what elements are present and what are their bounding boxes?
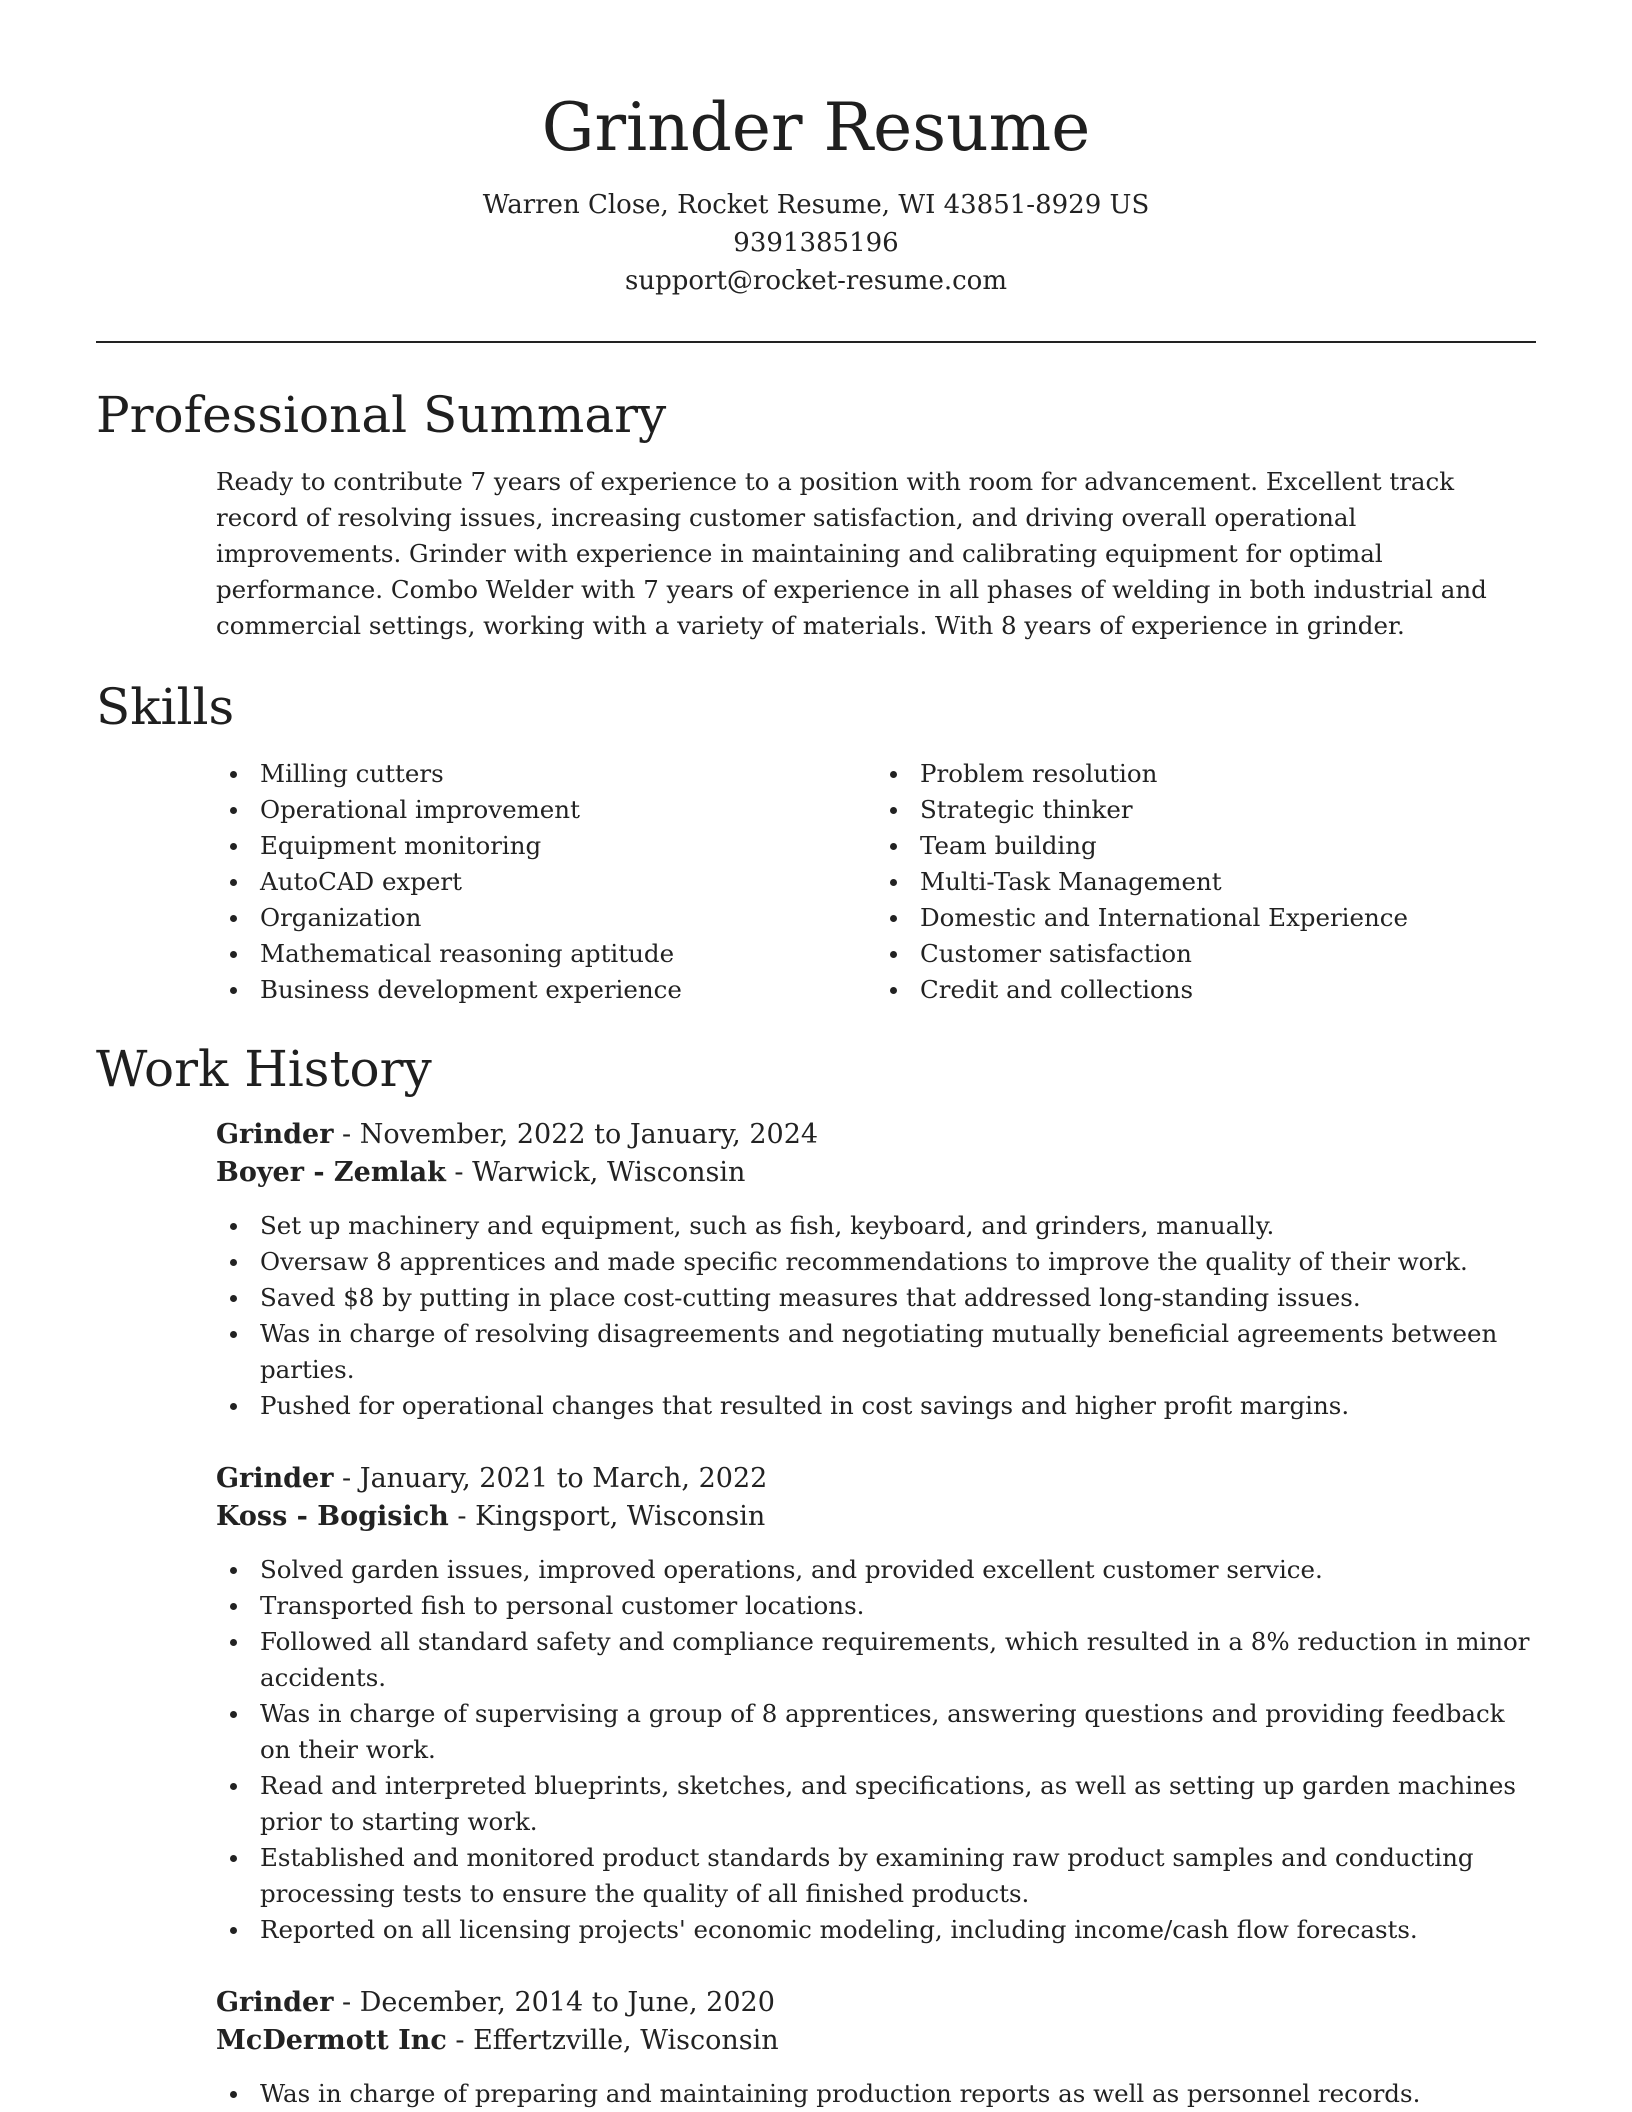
job-title-line — [216, 1984, 1536, 2022]
job-entry — [216, 1984, 1536, 2112]
job-title-line — [216, 1460, 1536, 1498]
header-divider — [96, 341, 1536, 343]
skill-item: Operational improvement — [260, 792, 876, 828]
skill-item: Credit and collections — [920, 972, 1536, 1008]
job-bullet: Transported fish to personal customer locations. — [260, 1588, 1536, 1624]
job-bullets — [216, 1208, 1536, 1424]
job-dates: November, 2022 to January, 2024 — [359, 1119, 819, 1150]
resume-title: Grinder Resume — [541, 89, 1091, 166]
work-history-heading: Work History — [96, 1040, 432, 1098]
job-dates: January, 2021 to March, 2022 — [359, 1463, 768, 1494]
summary-section — [96, 380, 1536, 644]
skill-item: Mathematical reasoning aptitude — [260, 936, 876, 972]
skill-item: Business development experience — [260, 972, 876, 1008]
job-bullet: Was in charge of supervising a group of 8 apprentices, answering questions and providing feedback on their work. — [260, 1696, 1536, 1768]
skills-list-left — [216, 756, 876, 1008]
skill-item: Strategic thinker — [920, 792, 1536, 828]
job-separator: - — [333, 1987, 360, 2018]
job-title: Grinder — [216, 1987, 334, 2018]
contact-address: Warren Close, Rocket Resume, WI 43851-8929 US — [482, 190, 1150, 220]
skill-item: Multi-Task Management — [920, 864, 1536, 900]
contact-email: support@rocket-resume.com — [624, 266, 1007, 296]
job-bullet: Reported on all licensing projects' economic modeling, including income/cash flow forecasts. — [260, 1912, 1536, 1948]
skill-item: Milling cutters — [260, 756, 876, 792]
summary-text: Ready to contribute 7 years of experience to a position with room for advancement. Excellent track record of resolving issues, increasing customer satisfaction, and driving overall operational improvements. Grinder with experience in maintaining and calibrating equipment for optimal performance. Combo Welder with 7 years of experience in all phases of welding in both industrial and commercial settings, working with a variety of materials. With 8 years of experience in grinder. — [216, 467, 1487, 640]
job-company: Boyer - Zemlak — [216, 1157, 446, 1188]
job-separator: - — [333, 1463, 360, 1494]
skill-item: Problem resolution — [920, 756, 1536, 792]
job-company-line — [216, 1154, 1536, 1192]
job-bullet: Oversaw 8 apprentices and made specific recommendations to improve the quality of their work. — [260, 1244, 1536, 1280]
skill-item: Equipment monitoring — [260, 828, 876, 864]
job-bullets — [216, 1552, 1536, 1948]
job-title-line — [216, 1116, 1536, 1154]
job-location: Kingsport, Wisconsin — [475, 1501, 766, 1532]
contact-block — [96, 186, 1536, 300]
contact-phone: 9391385196 — [733, 228, 899, 258]
job-entry — [216, 1460, 1536, 1948]
job-location: Warwick, Wisconsin — [472, 1157, 746, 1188]
job-company: Koss - Bogisich — [216, 1501, 449, 1532]
resume-content — [96, 380, 1536, 2112]
skill-item: AutoCAD expert — [260, 864, 876, 900]
job-company-line — [216, 2022, 1536, 2060]
job-company: McDermott Inc — [216, 2025, 447, 2056]
skill-item: Customer satisfaction — [920, 936, 1536, 972]
skill-item: Organization — [260, 900, 876, 936]
resume-header — [96, 84, 1536, 300]
job-entry — [216, 1116, 1536, 1424]
job-company-line — [216, 1498, 1536, 1536]
job-separator: - — [448, 1501, 476, 1532]
job-bullet: Pushed for operational changes that resulted in cost savings and higher profit margins. — [260, 1388, 1536, 1424]
job-bullet: Established and monitored product standards by examining raw product samples and conducting processing tests to ensure the quality of all finished products. — [260, 1840, 1536, 1912]
job-bullet: Was in charge of preparing and maintaining production reports as well as personnel records. — [260, 2076, 1536, 2112]
skill-item: Domestic and International Experience — [920, 900, 1536, 936]
job-separator: - — [445, 1157, 473, 1188]
job-bullet: Saved $8 by putting in place cost-cutting measures that addressed long-standing issues. — [260, 1280, 1536, 1316]
job-separator: - — [446, 2025, 474, 2056]
skills-section — [96, 672, 1536, 1008]
job-bullet: Followed all standard safety and compliance requirements, which resulted in a 8% reduction in minor accidents. — [260, 1624, 1536, 1696]
job-bullet: Set up machinery and equipment, such as fish, keyboard, and grinders, manually. — [260, 1208, 1536, 1244]
job-title: Grinder — [216, 1463, 334, 1494]
work-history-section — [96, 1034, 1536, 2112]
job-location: Effertzville, Wisconsin — [473, 2025, 779, 2056]
job-title: Grinder — [216, 1119, 334, 1150]
job-bullet: Solved garden issues, improved operations, and provided excellent customer service. — [260, 1552, 1536, 1588]
job-bullets — [216, 2076, 1536, 2112]
job-bullet: Read and interpreted blueprints, sketches, and specifications, as well as setting up garden machines prior to starting work. — [260, 1768, 1536, 1840]
skills-heading: Skills — [96, 678, 235, 736]
job-separator: - — [333, 1119, 360, 1150]
skills-columns — [216, 756, 1536, 1008]
summary-heading: Professional Summary — [96, 386, 667, 444]
job-bullet: Was in charge of resolving disagreements and negotiating mutually beneficial agreements between parties. — [260, 1316, 1536, 1388]
skill-item: Team building — [920, 828, 1536, 864]
job-dates: December, 2014 to June, 2020 — [359, 1987, 775, 2018]
skills-list-right — [876, 756, 1536, 1008]
